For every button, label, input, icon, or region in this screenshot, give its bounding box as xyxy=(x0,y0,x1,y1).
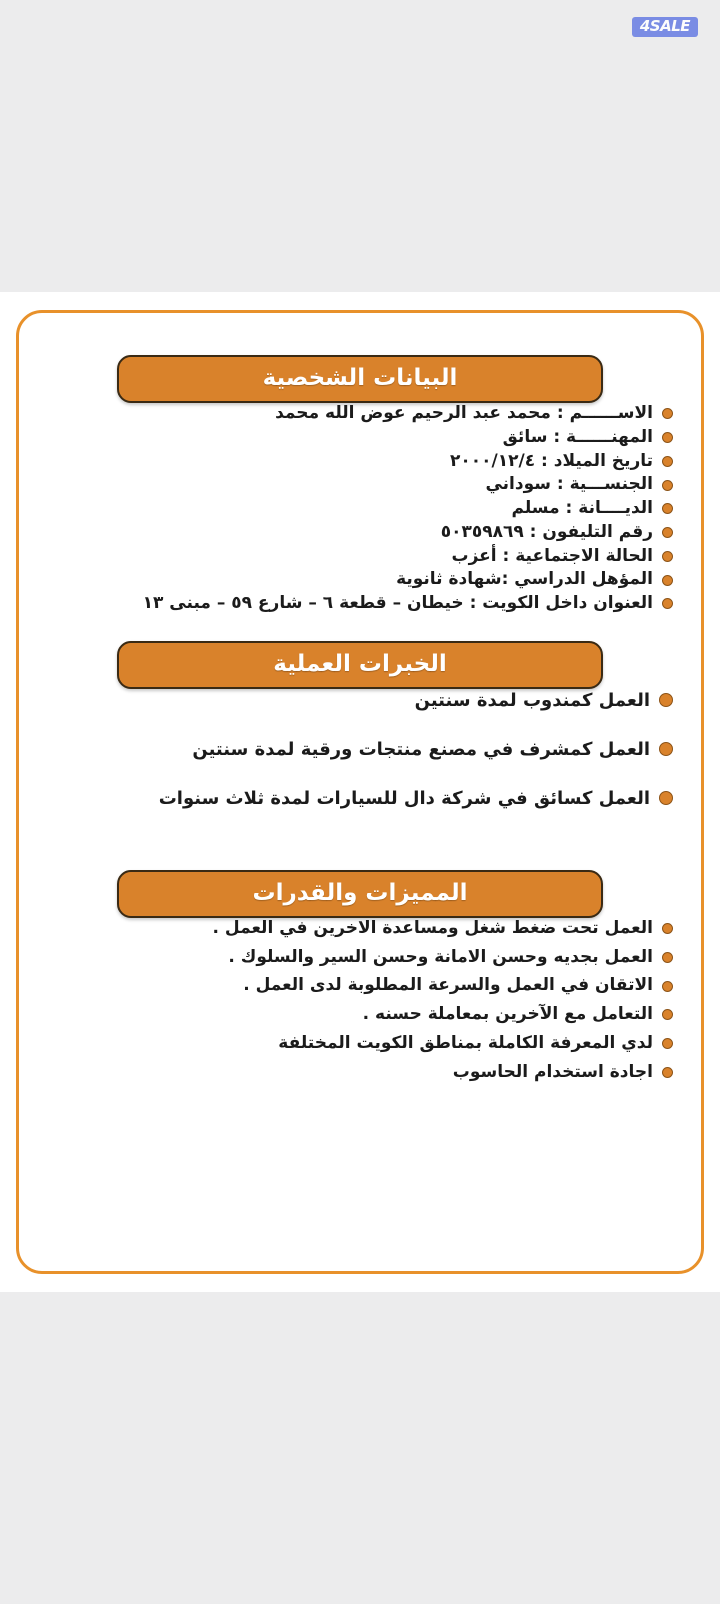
skill-row-1: العمل تحت ضغط شغل ومساعدة الاخرين في العمل . xyxy=(212,917,653,938)
bullet-icon xyxy=(662,575,673,586)
list-item xyxy=(47,1033,673,1055)
personal-row-profession: المهنــــــة : سائق xyxy=(502,426,653,447)
experience-row-1: العمل كمندوب لمدة سنتين xyxy=(414,689,650,711)
top-background-band xyxy=(0,0,720,292)
list-item xyxy=(47,689,673,712)
bullet-icon xyxy=(662,503,673,514)
bullet-icon xyxy=(662,981,673,992)
skills-section-title: المميزات والقدرات xyxy=(117,870,603,918)
personal-info-list xyxy=(47,403,673,615)
bullet-icon xyxy=(662,1067,673,1078)
bullet-icon xyxy=(662,551,673,562)
skill-row-6: اجادة استخدام الحاسوب xyxy=(452,1061,653,1082)
bullet-icon xyxy=(659,693,673,707)
bullet-icon xyxy=(662,1038,673,1049)
bullet-icon xyxy=(662,456,673,467)
list-item xyxy=(47,738,673,761)
experience-section-title: الخبرات العملية xyxy=(117,641,603,689)
personal-row-nationality: الجنســـية : سوداني xyxy=(485,474,653,495)
cv-sheet-border xyxy=(16,310,704,1274)
bullet-icon xyxy=(662,598,673,609)
experience-section-header-wrap xyxy=(47,617,673,689)
list-item xyxy=(47,787,673,810)
bullet-icon xyxy=(659,791,673,805)
skills-list xyxy=(47,918,673,1084)
list-item xyxy=(47,975,673,997)
list-item xyxy=(47,1004,673,1026)
list-item xyxy=(47,947,673,969)
personal-row-marital-status: الحالة الاجتماعية : أعزب xyxy=(451,545,653,566)
personal-section-title: البيانات الشخصية xyxy=(117,355,603,403)
list-item xyxy=(47,569,673,591)
bullet-icon xyxy=(662,432,673,443)
experience-row-2: العمل كمشرف في مصنع منتجات ورقية لمدة سنتين xyxy=(192,738,650,760)
experience-list xyxy=(47,689,673,810)
cv-sheet xyxy=(0,292,720,1292)
personal-row-education: المؤهل الدراسي :شهادة ثانوية xyxy=(396,569,653,590)
skill-row-2: العمل بجديه وحسن الامانة وحسن السير والسلوك . xyxy=(228,946,653,967)
list-item xyxy=(47,451,673,473)
bullet-icon xyxy=(662,952,673,963)
personal-row-religion: الديــــانة : مسلم xyxy=(511,498,653,518)
personal-row-name: الاســــــم : محمد عبد الرحيم عوض الله محمد xyxy=(275,403,653,423)
list-item xyxy=(47,593,673,615)
list-item xyxy=(47,522,673,544)
list-item xyxy=(47,427,673,449)
bullet-icon xyxy=(662,480,673,491)
personal-row-phone: رقم التليفون : ٥٠٣٥٩٨٦٩ xyxy=(440,521,653,542)
personal-row-birthdate: تاريخ الميلاد : ٢٠٠٠/١٢/٤ xyxy=(450,450,653,471)
list-item xyxy=(47,918,673,940)
list-item xyxy=(47,403,673,425)
bottom-background-band xyxy=(0,1292,720,1604)
list-item xyxy=(47,498,673,520)
bullet-icon xyxy=(662,408,673,419)
personal-section-header-wrap xyxy=(47,355,673,403)
personal-row-address: العنوان داخل الكويت : خيطان – قطعة ٦ – شارع ٥٩ – مبنى ١٣ xyxy=(142,593,653,613)
skill-row-5: لدي المعرفة الكاملة بمناطق الكويت المختلفة xyxy=(278,1032,653,1053)
bullet-icon xyxy=(659,742,673,756)
bullet-icon xyxy=(662,527,673,538)
bullet-icon xyxy=(662,923,673,934)
skills-section-header-wrap xyxy=(47,836,673,918)
skill-row-3: الاتقان في العمل والسرعة المطلوبة لدى العمل . xyxy=(243,975,653,996)
foursale-watermark-logo: 4SALE xyxy=(632,17,698,37)
experience-row-3: العمل كسائق في شركة دال للسيارات لمدة ثلاث سنوات xyxy=(158,787,650,809)
list-item xyxy=(47,546,673,568)
bullet-icon xyxy=(662,1009,673,1020)
list-item xyxy=(47,474,673,496)
list-item xyxy=(47,1062,673,1084)
skill-row-4: التعامل مع الآخرين بمعاملة حسنه . xyxy=(362,1004,653,1025)
